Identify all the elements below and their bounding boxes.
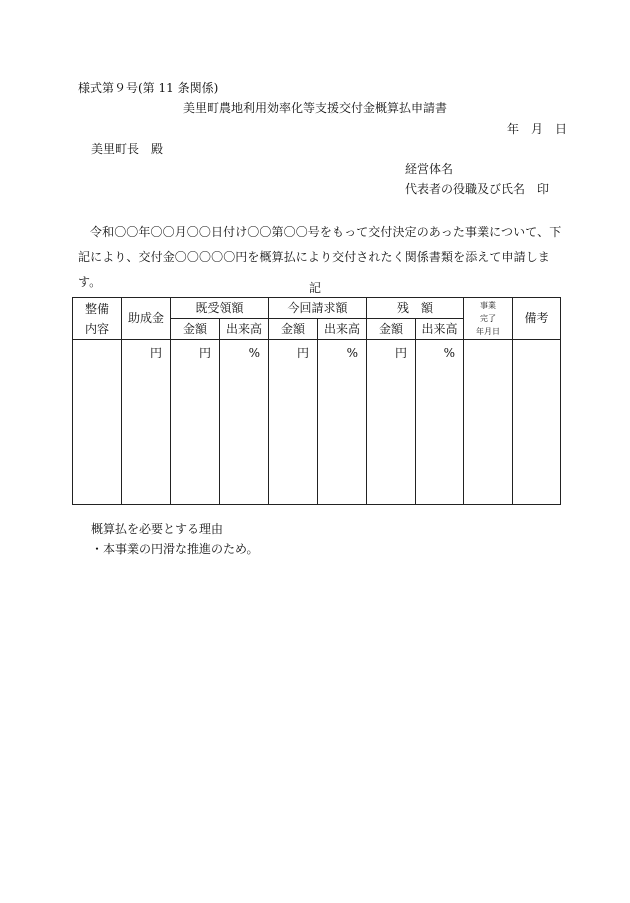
col-kanryo (464, 298, 513, 340)
ki-label: 記 (308, 281, 321, 295)
addressee: 美里町長 殿 (91, 142, 164, 156)
cell-kanryo (464, 340, 513, 505)
document-title: 美里町農地利用効率化等支援交付金概算払申請書 (182, 101, 447, 115)
col-seibi-line2: 内容 (84, 321, 109, 336)
cell-konkai-kingaku: 円 (269, 340, 318, 505)
sub-dekidaka-3: 出来高 (416, 319, 464, 340)
col-seibi-line1: 整備 (84, 301, 109, 316)
cell-biko (513, 340, 561, 505)
col-kanryo-line3: 年月日 (476, 327, 501, 336)
col-konkai: 今回請求額 (269, 298, 367, 319)
applicant-rep-label: 代表者の役職及び氏名 印 (405, 182, 550, 196)
reason-heading: 概算払を必要とする理由 (91, 522, 224, 536)
cell-josei: 円 (122, 340, 171, 505)
sub-kingaku-1: 金額 (171, 319, 220, 340)
col-kanryo-line2: 完了 (480, 314, 497, 323)
form-number: 様式第９号(第 11 条関係) (78, 81, 219, 95)
cell-kiju-kingaku: 円 (171, 340, 220, 505)
col-biko: 備考 (513, 298, 561, 340)
col-kanryo-line1: 事業 (480, 301, 497, 310)
cell-zan-kingaku: 円 (367, 340, 416, 505)
col-zan: 残 額 (367, 298, 464, 319)
sub-dekidaka-2: 出来高 (318, 319, 367, 340)
date-line: 年 月 日 (506, 122, 567, 136)
sub-kingaku-3: 金額 (367, 319, 416, 340)
col-seibi-naiyo (73, 298, 122, 340)
reason-item: ・本事業の円滑な推進のため。 (91, 542, 259, 556)
col-kiju: 既受領額 (171, 298, 269, 319)
application-table (72, 297, 561, 505)
cell-seibi-naiyo (73, 340, 122, 505)
sub-kingaku-2: 金額 (269, 319, 318, 340)
body-text: 令和〇〇年〇〇月〇〇日付け〇〇第〇〇号をもって交付決定のあった事業について、下記により、交付金〇〇〇〇〇円を概算払により交付されたく関係書類を添えて申請します。 (78, 225, 562, 289)
applicant-org-label: 経営体名 (405, 162, 454, 176)
cell-konkai-dekidaka: % (318, 340, 367, 505)
sub-dekidaka-1: 出来高 (220, 319, 269, 340)
cell-zan-dekidaka: % (416, 340, 464, 505)
cell-kiju-dekidaka: % (220, 340, 269, 505)
col-josei: 助成金 (122, 298, 171, 340)
